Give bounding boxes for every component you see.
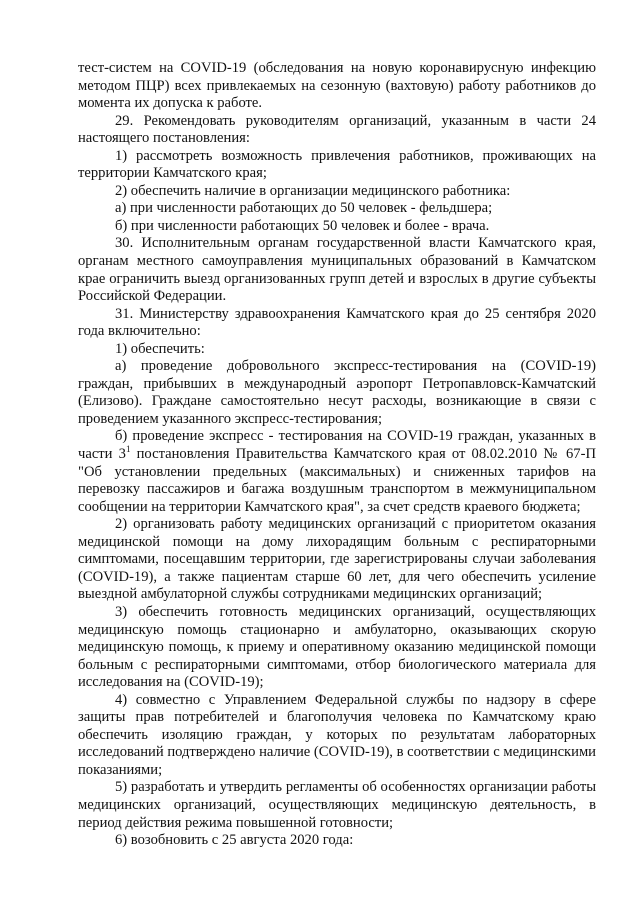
- paragraph-31-item-1a: а) проведение добровольного экспресс-тестирования на (COVID-19) граждан, прибывших в международный аэропорт Петропавловск-Камчатский (Елизово). Граждане самостоятельно несут расходы, возникающие в связи с проведением указанного экспресс-тестирования;: [78, 358, 596, 427]
- paragraph-29-item-2a: а) при численности работающих до 50 человек - фельдшера;: [115, 200, 493, 217]
- paragraph-31-item-1b: [78, 428, 596, 516]
- paragraph-31-item-1b-text-end: постановления Правительства Камчатского края от 08.02.2010 № 67-П "Об установлении предельных (максимальных) и сниженных тарифов на перевозку пассажиров и багажа воздушным транспортом в межмуниципальном сообщении на территории Камчатского края", за счет средств краевого бюджета;: [78, 446, 596, 515]
- paragraph-30: 30. Исполнительным органам государственной власти Камчатского края, органам местного самоуправления муниципальных образований в Камчатском крае ограничить выезд организованных групп детей и взрослых в другие субъекты Российской Федерации.: [78, 235, 596, 305]
- paragraph-31-item-3: 3) обеспечить готовность медицинских организаций, осуществляющих медицинскую помощь стационарно и амбулаторно, оказывающих скорую медицинскую помощь, к приему и оперативному оказанию медицинской помощи больным с респираторными симптомами, отбор биологического материала для исследования на (COVID-19);: [78, 603, 596, 691]
- paragraph-29: 29. Рекомендовать руководителям организаций, указанным в части 24 настоящего постановления:: [78, 112, 596, 147]
- document-page: [78, 60, 596, 850]
- paragraph-29-item-2b: б) при численности работающих 50 человек и более - врача.: [115, 217, 490, 234]
- paragraph-29-item-2: 2) обеспечить наличие в организации медицинского работника:: [115, 182, 511, 199]
- paragraph-31-item-1: 1) обеспечить:: [115, 340, 205, 357]
- paragraph-continuation: тест-систем на COVID-19 (обследования на новую коронавирусную инфекцию методом ПЦР) всех привлекаемых на сезонную (вахтовую) работу работников до момента их допуска к работе.: [78, 60, 596, 112]
- paragraph-31-item-6: 6) возобновить с 25 августа 2020 года:: [115, 832, 354, 849]
- paragraph-31-item-5: 5) разработать и утвердить регламенты об особенностях организации работы медицинских организаций, осуществляющих медицинскую деятельность, в период действия режима повышенной готовности;: [78, 779, 596, 831]
- paragraph-31: 31. Министерству здравоохранения Камчатского края до 25 сентября 2020 года включительно:: [78, 305, 596, 340]
- superscript-mark: 1: [125, 444, 131, 455]
- paragraph-31-item-1b-text-start: б) проведение экспресс - тестирования на COVID-19 граждан, указанных в части 3: [78, 428, 596, 463]
- paragraph-31-item-4: 4) совместно с Управлением Федеральной службы по надзору в сфере защиты прав потребителей и благополучия человека по Камчатскому краю обеспечить изоляцию граждан, у которых по результатам лабораторных исследований подтверждено наличие (COVID-19), в соответствии с медицинскими показаниями;: [78, 691, 596, 778]
- paragraph-29-item-1: 1) рассмотреть возможность привлечения работников, проживающих на территории Камчатского края;: [78, 147, 596, 182]
- paragraph-31-item-2: 2) организовать работу медицинских организаций с приоритетом оказания медицинской помощи на дому лихорадящим больным с респираторными симптомами, посещавшим территории, где зарегистрированы случаи заболевания (COVID-19), а также пациентам старше 60 лет, для чего обеспечить усиление выездной амбулаторной службы сотрудниками медицинских организаций;: [78, 516, 596, 603]
